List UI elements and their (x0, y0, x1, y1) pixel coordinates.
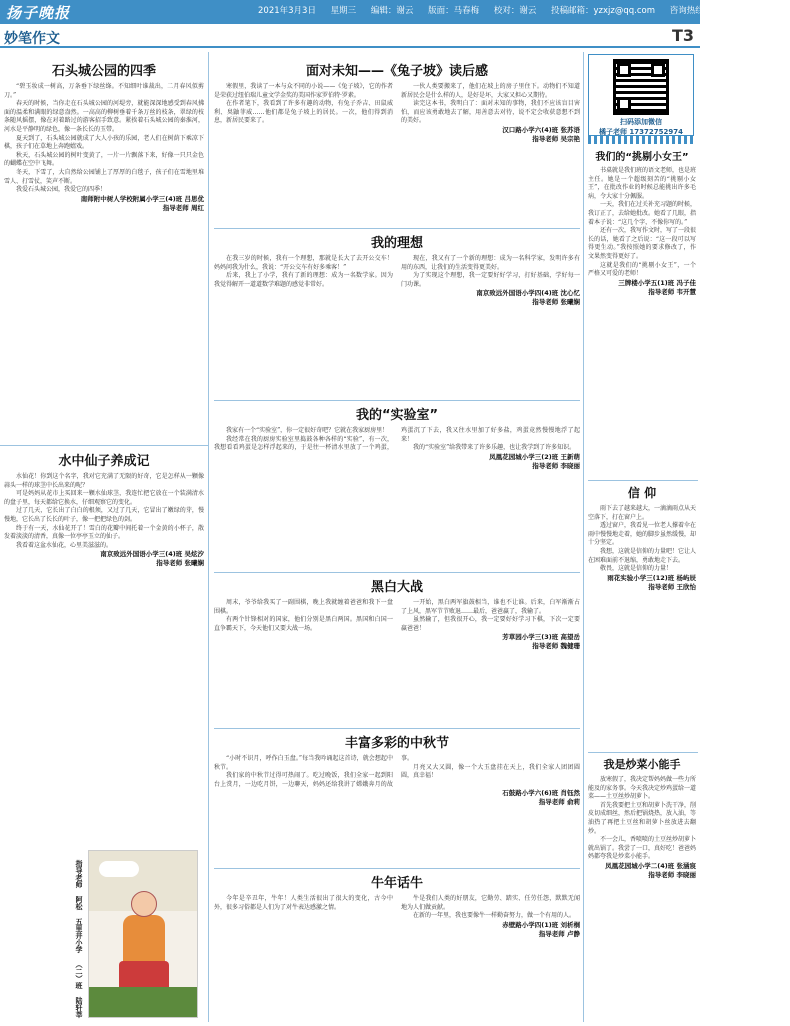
teacher-line: 指导老师 王欣怡 (648, 582, 696, 591)
qr-code-panel (588, 54, 694, 136)
paragraph: 为了实现这个理想，我一定要好好学习，打好基础，学好每一门功课。 (401, 272, 580, 288)
article-title: 面对未知——《兔子坡》读后感 (305, 64, 488, 79)
paragraph: 还有一次，我写作文时，写了一段很长的话，她看了之后说：“这一段可以写得更生动。”我按照她的要求修改了，作文果然变得更好了。 (588, 227, 697, 260)
article-year-of-ox (214, 870, 580, 1022)
paragraph: 我们家的中秋节过得可热闹了。吃过晚饭，我们全家一起到阳台上赏月，一边吃月饼，一边聊天，妈妈还给我讲了嫦娥奔月的故事。 (214, 755, 414, 788)
author-line: 南师附中树人学校附属小学三(4)班 吕思优 (80, 194, 204, 203)
student-drawing (88, 850, 198, 1018)
paragraph: 终于有一天，水仙花开了！雪白的花瓣中间托着一个金黄的小杯子，散发着淡淡的清香，真像一位亭亭玉立的仙子。 (4, 524, 204, 541)
article-rabbit-hill (214, 58, 580, 226)
paragraph: 在我三岁的时候，我有一个理想，那就是长大了去开公交车！妈妈问我为什么，我说：“开公交车有好多乘客！” (214, 255, 393, 271)
drawing-caption: 指导老师 阿松 五里井小学 （二）班 陆轩莘 (75, 860, 83, 1018)
qr-code-icon[interactable] (613, 59, 669, 115)
paragraph: 首先我要把土豆和胡萝卜洗干净，削皮切成细丝，然后把锅烧热，放入油，等油热了再把土豆丝和胡萝卜丝放进去翻炒。 (588, 801, 697, 835)
paragraph: 我的“实验室”给我带来了许多乐趣，也让我学到了许多知识。 (413, 444, 576, 452)
article-title: 丰富多彩的中秋节 (344, 736, 449, 751)
teacher-line: 指导老师 韦开慧 (648, 287, 696, 296)
article-title: 我的理想 (370, 236, 423, 251)
paragraph: “碧玉妆成一树高，万条垂下绿丝绦。不知细叶谁裁出，二月春风似剪刀。” (4, 83, 204, 99)
teacher-line: 指导老师 魏健珊 (532, 642, 580, 651)
paragraph: 我爱石头城公园，我爱它的四季！ (16, 186, 107, 194)
paragraph: 一伙人类要搬来了，他们在坡上的房子里住下。动物们不知道新居民会是什么样的人，是好是坏，大家又担心又期待。 (401, 83, 580, 99)
paragraph: 水仙花！你到这个名字，我对它充满了无限的好奇，它是怎样从一颗像蒜头一样的球茎中长出来的呢？ (4, 473, 204, 489)
teacher-line: 指导老师 李晓丽 (648, 870, 696, 879)
teacher-line: 指导老师 吴宗艳 (532, 134, 580, 143)
article-title: 水中仙子养成记 (58, 454, 150, 469)
layout-editor: 版面：马春梅 (428, 6, 480, 16)
author-line: 凤凰花园城小学三(2)班 王新萌 (489, 452, 580, 461)
date: 2021年3月3日 (258, 6, 316, 16)
teacher-line: 指导老师 李晓丽 (532, 461, 580, 470)
header-meta (258, 4, 790, 16)
article-cooking (588, 754, 696, 1022)
paragraph: 一天，我们在过关补充习题的时候，我订正了，去给她批改。她看了几眼，指着本子说：“这几个字，不像你写的。” (588, 201, 697, 226)
proofreader: 校对：谢云 (493, 6, 537, 16)
article-mid-autumn (214, 730, 580, 866)
paragraph: 在新的一年里，我也要像牛一样勤奋努力，做一个有用的人。 (413, 912, 576, 920)
article-title: 石头城公园的四季 (51, 64, 156, 79)
article-title: 信 仰 (627, 486, 657, 500)
paragraph: 今年是辛丑年，牛年！人类生活很出了很大的变化，古今中外，很多习俗都是人们为了对牛表达感激之情。 (214, 895, 393, 911)
author-line: 汉口路小学六(4)班 张苏语 (502, 125, 580, 134)
article-black-white-war (214, 574, 580, 726)
section-title: 妙笔作文 (4, 31, 60, 47)
author-line: 赤壁路小学四(1)班 刘析桐 (502, 920, 580, 929)
paragraph: 夏天到了，石头城公园就成了大人小孩的乐园，老人们在树荫下乘凉下棋，孩子们在草地上奔跑嬉戏。 (4, 134, 204, 151)
hotline: 咨询热线：(025)86279940 (669, 6, 779, 16)
paragraph: 我想，这就是信仰的力量吧！它让人在困难面前不退缩，勇敢地走下去。 (588, 547, 697, 564)
teacher-line: 指导老师 周红 (162, 203, 204, 212)
paragraph: 月亮又大又圆，像一个大玉盘挂在天上，我们全家人团团圆圆，真幸福！ (401, 763, 580, 780)
article-stone-city-park (4, 58, 204, 442)
paragraph: 周末，爷爷给我买了一副围棋，晚上我就缠着爸爸和我下一盘围棋。 (214, 599, 393, 615)
paragraph: 我经常在我的厨房实验室里捣鼓各种各样的“实验”，有一次，我想看看鸡蛋是怎样浮起来的，于是往一杯清水里放了一个鸡蛋，鸡蛋沉了下去，我又往水里加了好多盐，鸡蛋竟然慢慢地浮了起来！ (214, 427, 580, 452)
paragraph: 读完这本书，我明白了：面对未知的事物，我们不应该盲目害怕，而应该勇敢地去了解，用善意去对待，说不定会收获意想不到的美好。 (401, 100, 580, 125)
paragraph: 牛是我们人类的好朋友，它勤劳、踏实、任劳任怨，默默无闻地为人们做贡献。 (401, 895, 580, 911)
paragraph: 春天的时候，当你走在石头城公园的河堤旁，就能深深地感受到春风拂面的温柔和满眼的绿意盎然。一高高的柳树垂着千条万丝的枝条，翠绿的枝条随风摇摆，像在对着路过的游客招手致意。紧挨着石头城公园的秦淮河，河水是平静明的绿色，像一条长长的玉带。 (4, 100, 204, 133)
paragraph: “小时不识月，呼作白玉盘。”每当我吟诵起这首诗，就会想起中秋节。 (214, 755, 393, 771)
author-line: 雨花实验小学三(12)班 杨屿辰 (607, 573, 696, 582)
article-narcissus (4, 448, 204, 848)
teacher-line: 指导老师 卢静 (538, 929, 580, 938)
article-my-dream (214, 230, 580, 398)
paragraph: 可是妈妈从花市上买回来一颗水仙球茎，我连忙把它放在一个装满清水的盘子里，每天都给它换水，仔细观察它的变化。 (4, 490, 204, 506)
paragraph: 这就是我们的“挑剔小女王”，一个严格又可爱的老师！ (588, 261, 696, 278)
qr-caption: 扫码添加微信 橘子老师 17372752974 (598, 118, 683, 136)
article-title: 我是炒菜小能手 (603, 758, 681, 771)
teacher-line: 指导老师 张曦娴 (156, 559, 204, 568)
section-header (0, 26, 700, 48)
article-title: 我的“实验室” (355, 408, 439, 423)
paragraph: 秋天，石头城公园的树叶变黄了，一片一片飘落下来，好像一只只金色的蝴蝶在空中飞舞。 (4, 151, 204, 168)
divider-dots (588, 136, 694, 144)
masthead (0, 0, 779, 24)
page-number: T3 (671, 26, 694, 45)
paragraph: 敬畏，这就是信仰的力量！ (600, 565, 673, 573)
paragraph: 不一会儿，香喷喷的土豆丝炒胡萝卜就出锅了。我尝了一口，真好吃！爸爸妈妈都夸我是炒菜小能手。 (588, 836, 697, 861)
paragraph: 虽然输了，但我很开心，我一定要好好学习下棋，下次一定要赢爸爸！ (401, 616, 580, 632)
paragraph: 现在，我又有了一个新的理想：成为一名科学家，发明许多有用的东西，让我们的生活变得更美好。 (401, 255, 580, 271)
author-line: 三牌楼小学五(1)班 冯子佳 (618, 278, 696, 287)
article-title: 我们的“挑剔小女王” (595, 152, 689, 163)
paragraph: 透过窗户，我看见一位老人撑着伞在雨中慢慢地走着，她的脚步虽然缓慢，却十分坚定。 (588, 522, 697, 547)
author-line: 南京致远外国语小学三(4)班 吴炫汐 (100, 550, 204, 559)
paragraph: 有两个针锋相对的国家，他们分别是黑白两国。黑国和白国一直争霸天下，今天他们又要大战一场。 (214, 616, 393, 632)
teacher-line: 指导老师 张曦娴 (532, 298, 580, 307)
newspaper-logo: 扬子晚报 (6, 3, 71, 22)
paragraph: 在作者笔下，我看到了许多有趣的动物，有兔子乔吉、田鼠威利、臭鼬菲威……他们都是兔子坡上的居民。一次，他们得到消息，新居民要来了。 (214, 100, 393, 125)
article-title: 牛年话牛 (370, 876, 423, 891)
weekday: 星期三 (330, 6, 357, 16)
article-my-lab (214, 402, 580, 570)
paragraph: 过了几天，它长出了白白的根须，又过了几天，它冒出了嫩绿的芽，慢慢地，它长出了长长的叶子，像一把把绿色的剑。 (4, 507, 204, 523)
author-line: 芳草园小学三(3)班 高望岳 (502, 633, 580, 642)
paragraph: 放寒假了，我决定帮妈妈做一些力所能及的家务事。今天我决定炒鸡蛋给一道菜——土豆丝炒胡萝卜。 (588, 776, 697, 801)
paragraph: 寒假里，我读了一本与众不同的小说——《兔子坡》，它的作者是荣获过纽伯瑞儿童文学金奖的美国作家罗伯特·罗素。 (214, 83, 393, 99)
author-line: 南京致远外国语小学四(4)班 沈心忆 (476, 289, 580, 298)
paragraph: 一开始，黑白两军旗鼓相当，谁也不让谁。后来，白军渐渐占了上风，黑军节节败退……最后，爸爸赢了，我输了。 (401, 599, 580, 615)
paragraph: 雨下去了越来越大，一滴滴雨点从天空落下，打在窗户上。 (588, 505, 697, 521)
paragraph: 冬天，下雪了，大自然给公园铺上了厚厚的白毯子，孩子们在雪地里堆雪人、打雪仗，笑声不断。 (4, 168, 204, 185)
teacher-line: 指导老师 俞莉 (538, 798, 580, 807)
email: 投稿邮箱：yzxjz@qq.com (551, 6, 656, 16)
paragraph: 书桌就是我们班的语文老师，也是班主任。她是一个超级刻苦的“挑剔小女王”，在批改作业的时候总能挑出许多毛病，令大家十分佩服。 (588, 167, 697, 200)
editor: 编辑：谢云 (370, 6, 414, 16)
article-picky-queen (588, 146, 696, 478)
paragraph: 我看着这盆水仙花，心里美滋滋的。 (16, 541, 113, 549)
article-title: 黑白大战 (370, 580, 423, 595)
author-line: 石鼓路小学六(6)班 肖钰然 (502, 789, 580, 798)
paragraph: 我家有一个“实验室”，你一定很好奇吧？它就在我家厨房里！ (226, 427, 389, 434)
article-faith (588, 482, 696, 750)
paragraph: 后来，我上了小学，我有了新的理想：成为一名数学家。因为我觉得解开一道道数学难题的感觉非常好。 (214, 272, 393, 288)
author-line: 凤凰花园城小学二(4)班 张涵宸 (605, 861, 696, 870)
